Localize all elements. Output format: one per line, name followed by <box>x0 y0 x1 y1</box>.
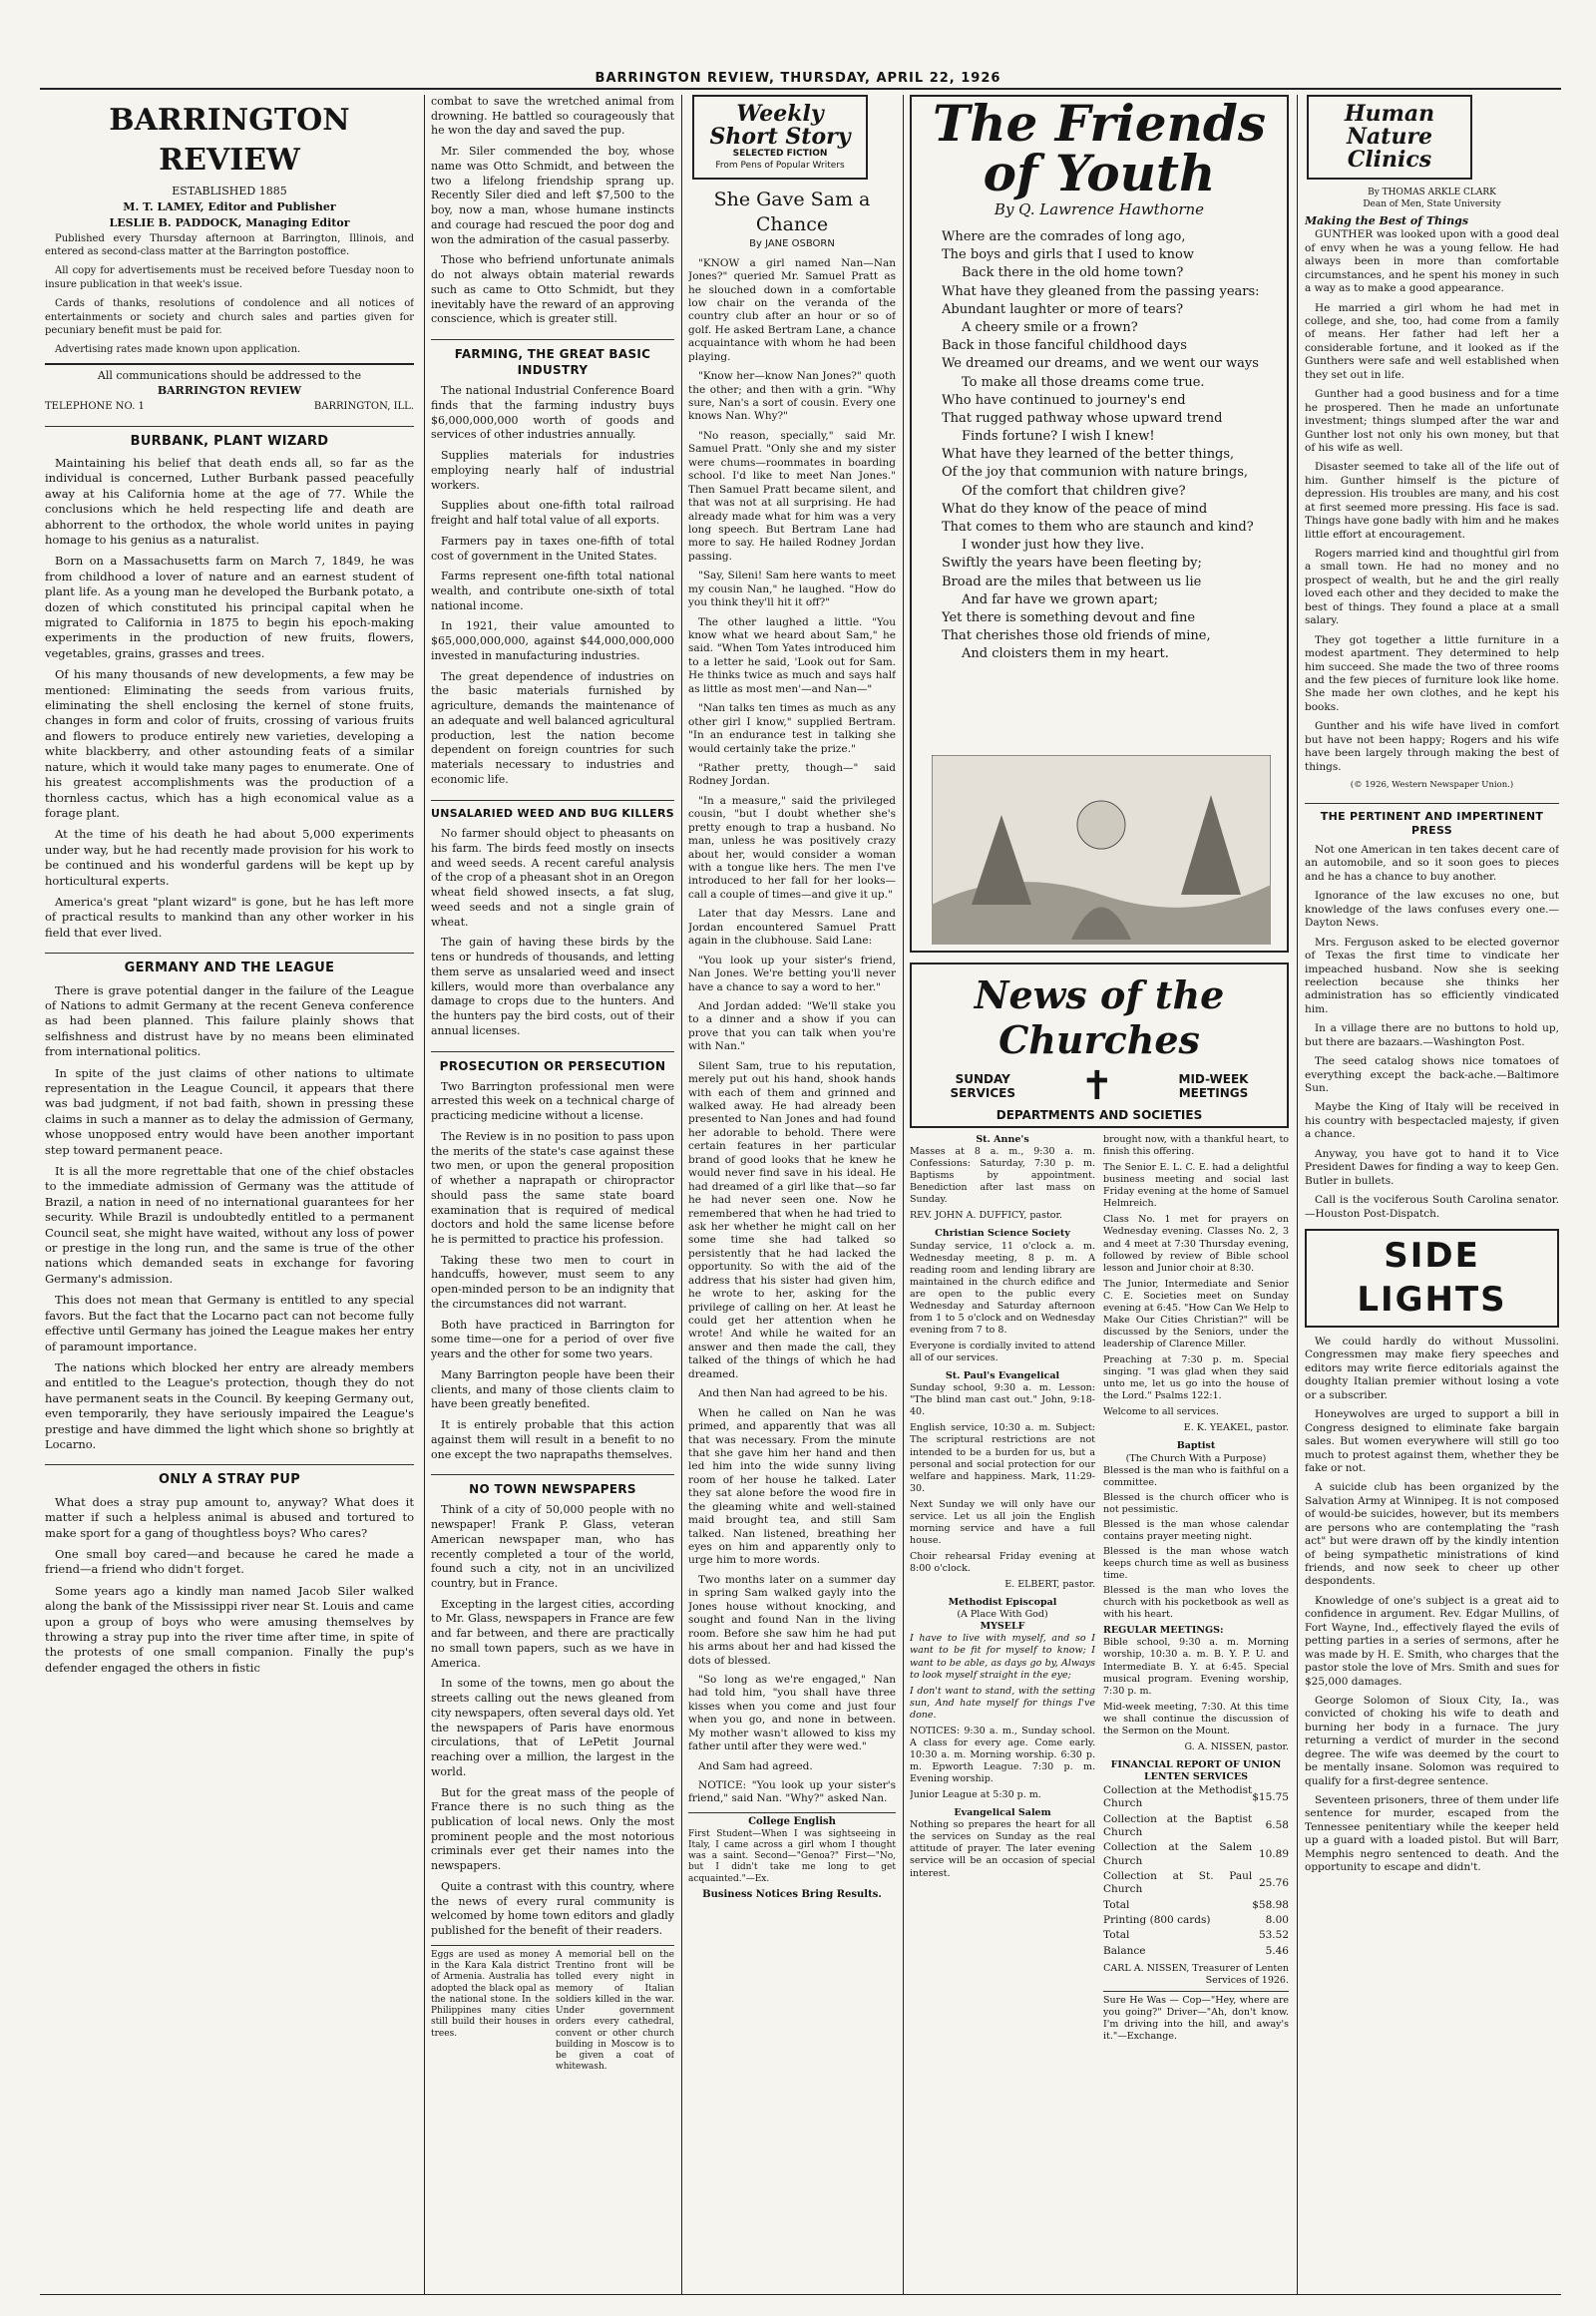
paragraph: A suicide club has been organized by the Salvation Army at Winnipeg. It is not composed of would-be suicides, however, but its members are persons who are contemplating the "rash act" but were drawn off by the kindly intention of being sympathetic ministrations of kind friends, and now seek to cheer up other despondents. <box>1305 1481 1559 1588</box>
fin-value: 5.46 <box>1265 1944 1289 1957</box>
church-name: Baptist <box>1176 1440 1216 1452</box>
paragraph: Farms represent one-fifth total national wealth, and contribute one-sixth of total national income. <box>431 570 674 612</box>
paragraph: Gunther and his wife have lived in comfort but have not been happy; Rogers and his wife have been largely through making the best of things. <box>1305 720 1559 773</box>
financial-report-title: FINANCIAL REPORT OF UNION LENTEN SERVICES <box>1110 1758 1282 1782</box>
paragraph: He married a girl whom he had met in college, and she, too, had come from a family of means. Her father had left her a considerable fortune, and it looked as if the Gunthers were safe and well established when they set out in life. <box>1305 301 1559 381</box>
table-row <box>1103 1944 1289 1959</box>
midweek-label: MID-WEEK <box>1178 1072 1249 1086</box>
paragraph: Excepting in the largest cities, according to Mr. Glass, newspapers in France are few and far between, and there are practically no small town papers, such as we have in America. <box>431 1597 674 1670</box>
paragraph: "No reason, specially," said Mr. Samuel Pratt. "Only she and my sister were chums—roommates in boarding school. I'd like to meet Nan Jones." Then Samuel Pratt became silent, and that was not at all surprising. He had already made what for him was a very long speech. But Bertram Lane had more to say. He hailed Rodney Jordan passing. <box>688 429 896 563</box>
paragraph: This does not mean that Germany is entitled to any special favors. But the fact that the Locarno pact can not become fully effective until Germany has joined the League makes her entry of paramount importance. <box>45 1293 414 1353</box>
poem-line: Back there in the old home town? <box>962 265 1184 281</box>
fin-value: 6.58 <box>1265 1819 1289 1832</box>
poem-line: The boys and girls that I used to know <box>942 247 1194 263</box>
church-text: Masses at 8 a. m., 9:30 a. m. Confessions: Saturday, 7:30 p. m. Baptisms by appointment. Benediction after last mass on Sunday. <box>910 1146 1095 1206</box>
churches-section <box>910 963 1289 2294</box>
church-text: Nothing so prepares the heart for all the services on Sunday as the real attitude of prayer. The later evening service will be an occasion of special interest. <box>910 1819 1095 1879</box>
poem-line: We dreamed our dreams, and we went our ways <box>942 356 1259 372</box>
short-story-box-sub2: From Pens of Popular Writers <box>715 160 845 171</box>
short-story-box-title: Weekly Short Story <box>709 101 851 151</box>
poem-line: And far have we grown apart; <box>962 591 1159 607</box>
pertinent-headline: THE PERTINENT AND IMPERTINENT PRESS <box>1305 803 1559 838</box>
paragraph: And then Nan had agreed to be his. <box>698 1387 888 1400</box>
church-text: Class No. 1 met for prayers on Wednesday evening. Classes No. 2, 3 and 4 meet at 7:30 Thursday evening, followed by review of Bible school lesson and Junior choir at 8:30. <box>1103 1214 1289 1274</box>
paragraph: Two Barrington professional men were arrested this week on a technical charge of practicing medicine without a license. <box>431 1079 674 1123</box>
paragraph: "Nan talks ten times as much as any other girl I know," supplied Bertram. "In an endurance test in talking she would certainly take the prize." <box>688 702 896 755</box>
paragraph: Taking these two men to court in handcuffs, however, must seem to any open-minded person to be an indignity that the circumstances did not warrant. <box>431 1253 674 1311</box>
paragraph: Of his many thousands of new developments, a few may be mentioned: Eliminating the seeds from various fruits, eliminating the shell enclosing the kernel of stone fruits, changes in form and color of fruits, crossing of various fruits and flowers to produce entirely new varieties, developing a white blackberry, and other astounding feats of a similar nature, which it would take many pages to enumerate. One of his greatest accomplishments was the production of a thornless cactus, which has a high economical value as a forage plant. <box>45 667 414 820</box>
weed-killers-article <box>431 827 674 1038</box>
human-nature-box <box>1307 95 1472 180</box>
side-lights-title: SIDE LIGHTS <box>1305 1229 1559 1328</box>
church-text: Mid-week meeting, 7:30. At this time we shall continue the discussion of the Sermon on the Mount. <box>1103 1701 1289 1737</box>
churches-title: News of the Churches <box>974 972 1225 1062</box>
services-label: SERVICES <box>950 1086 1015 1100</box>
paragraph: The other laughed a little. "You know what we heard about Sam," he said. "When Tom Yates introduced him to a letter he said, 'Look out for Sam. He thinks twice as much and says half as little as most men'—and Nan—" <box>688 615 896 695</box>
church-text: Blessed is the man who is faithful on a committee. <box>1103 1464 1289 1488</box>
fin-label: Total <box>1103 1929 1130 1942</box>
masthead-cards-note: Cards of thanks, resolutions of condolence and all notices of entertainments or society and church sales and parties given for pecuniary benefit must be paid for. <box>45 298 414 336</box>
church-text: Sunday service, 11 o'clock a. m. Wednesday meeting, 8 p. m. A reading room and lending library are maintained in the church edifice and are open to the public every Wednesday and Saturday afternoon from 1 to 5 o'clock and on Wednesday evening from 7 to 8. <box>910 1240 1095 1336</box>
masthead-copy-note: All copy for advertisements must be received before Tuesday noon to insure publication in that week's issue. <box>45 265 414 290</box>
paragraph: Knowledge of one's subject is a great aid to confidence in argument. Rev. Edgar Mullins, of Fort Wayne, Ind., effectively flayed the evils of petting parties in a series of sermons, after he was made by H. E. Smith, who charges that the pastor stole the love of Mrs. Smith and sues for $25,000 damages. <box>1305 1594 1559 1688</box>
paragraph: "Know her—know Nan Jones?" quoth the other; and then with a grin. "Why sure, Nan's a sort of cousin. Every one knows Nan. Why?" <box>688 370 896 423</box>
friends-of-youth-section <box>910 95 1289 953</box>
friends-of-youth-title: The Friends of Youth <box>932 95 1266 202</box>
paragraph: America's great "plant wizard" is gone, but he has left more of practical results to mankind than any other worker in his field that ever lived. <box>45 894 414 940</box>
paragraph: Those who befriend unfortunate animals do not always obtain material rewards such as came to Otto Schmidt, but they inevitably have the reward of an approving conscience, which is greater still. <box>431 253 674 326</box>
paragraph: Many Barrington people have been their clients, and many of those clients claim to have been greatly benefited. <box>431 1367 674 1411</box>
filler-left: Eggs are used as money in the Kara Kala district of Armenia. Australia has adopted the black opal as the national stone. In the Philippines many cities still build their houses in trees. <box>431 1949 550 2039</box>
poem-stanza <box>942 228 1267 337</box>
pertinent-article <box>1305 844 1559 1221</box>
paragraph: The nations which blocked her entry are already members and entitled to the League's protection, though they do not have permanent seats in the Council. By keeping Germany out, even temporarily, they have seriously impaired the League's prestige and have dimmed the light which shone so brightly at Locarno. <box>45 1359 414 1451</box>
human-nature-credit: (© 1926, Western Newspaper Union.) <box>1350 780 1514 791</box>
paragraph: Anyway, you have got to hand it to Vice President Dawes for finding a way to keep Gen. Butler in bullets. <box>1305 1147 1559 1187</box>
church-pastor: REV. JOHN A. DUFFICY, pastor. <box>910 1210 1063 1222</box>
paragraph: combat to save the wretched animal from drowning. He battled so courageously that he won the day and saved the pup. <box>431 95 674 138</box>
paragraph: NOTICE: "You look up your sister's friend," said Nan. "Why?" asked Nan. <box>688 1779 896 1805</box>
paragraph: The seed catalog shows nice tomatoes of everything except the back-ache.—Baltimore Sun. <box>1305 1055 1559 1095</box>
paragraph: Mrs. Ferguson asked to be elected governor of Texas the first time to vindicate her impeached husband. Now she is seeking reelection because she thinks her administration has so efficiently vindicated him. <box>1305 936 1559 1015</box>
churches-left-column <box>910 1134 1095 2047</box>
paragraph: We could hardly do without Mussolini. Congressmen may make fiery speeches and editors may write fierce editorials against the doughty Italian premier without losing a vote or a subscriber. <box>1305 1336 1559 1401</box>
poem-line: That rugged pathway whose upward trend <box>942 410 1223 426</box>
story-byline: By JANE OSBORN <box>749 237 835 249</box>
church-text: English service, 10:30 a. m. Subject: The scriptural restrictions are not intended to be a burden for us, but a personal and social protection for our welfare and happiness. Mark, 11:29-30. <box>910 1422 1095 1494</box>
fin-label: Collection at the Baptist Church <box>1103 1812 1253 1839</box>
column-editorial-2 <box>431 95 674 2294</box>
college-english-text: First Student—When I was sightseeing in Italy, I came across a girl whom I thought was a saint. Second—"Genoa?" First—"No, but I didn't take me long to get acquainted."—Ex. <box>688 1828 896 1884</box>
churches-columns <box>910 1134 1289 2047</box>
paragraph: GUNTHER was looked upon with a good deal of envy when he was a young fellow. He had always been in more than comfortable circumstances, and he spent his money in such a way as to make a good appearance. <box>1305 228 1559 295</box>
paragraph: Gunther had a good business and for a time he prospered. Then he made an unfortunate investment; things slumped after the war and Gunther lost not only his own money, but that of his wife as well. <box>1305 388 1559 454</box>
paragraph: At the time of his death he had about 5,000 experiments under way, but he had recently made provision for his work to be continued and his wonderful gardens will be kept up by horticultural experts. <box>45 827 414 888</box>
table-row <box>1103 1913 1289 1928</box>
column-editorial-1 <box>45 95 414 2294</box>
bottom-rule <box>40 2294 1561 2295</box>
paragraph: "Say, Sileni! Sam here wants to meet my cousin Nan," he laughed. "How do you think they'll hit it off?" <box>688 570 896 609</box>
farming-headline: FARMING, THE GREAT BASIC INDUSTRY <box>431 339 674 378</box>
human-nature-sub: Dean of Men, State University <box>1363 198 1501 209</box>
church-text: The Junior, Intermediate and Senior C. E. Societies meet on Sunday evening at 6:45. "How Can We Help to Make Our Cities Christian?" will be discussed by the Seniors, under the leadership of Clarence Miller. <box>1103 1278 1289 1350</box>
fin-label: Collection at St. Paul Church <box>1103 1870 1253 1896</box>
masthead-city: BARRINGTON, ILL. <box>313 401 414 413</box>
table-row <box>1103 1869 1289 1898</box>
poem-stanza <box>942 337 1267 446</box>
church-pastor: G. A. NISSEN, pastor. <box>1184 1740 1289 1752</box>
poem-line: What have they learned of the better things, <box>942 447 1235 463</box>
paragraph: Disaster seemed to take all of the life out of him. Gunther himself is the picture of depression. His troubles are many, and his cost at first seemed more pressing. His face is sad. Things have gone badly with him and he makes little effort at encouragement. <box>1305 461 1559 541</box>
church-text: Blessed is the church officer who is not pessimistic. <box>1103 1491 1289 1515</box>
story-body <box>688 257 896 1806</box>
prosecution-article <box>431 1080 674 1463</box>
fillers <box>431 1945 674 2074</box>
church-text: Choir rehearsal Friday evening at 8:00 o'clock. <box>910 1551 1095 1575</box>
filler-right: A memorial bell on the Trentino front will be tolled every night in memory of Italian soldiers killed in the war. Under government orders every cathedral, convent or other church building in Moscow is to be given a coat of whitewash. <box>556 1949 674 2073</box>
church-text: Blessed is the man who loves the church with his pocketbook as well as with his heart. <box>1103 1585 1289 1621</box>
paragraph: Mr. Siler commended the boy, whose name was Otto Schmidt, and between the two a lifelong friendship sprang up. Recently Siler died and left $7,500 to the boy, now a man, whose humane instincts and courage had rescued the poor dog and won the admiration of the casual passerby. <box>431 145 674 246</box>
column-rule-3 <box>903 95 904 2294</box>
fin-label: Collection at the Salem Church <box>1103 1841 1253 1867</box>
top-rule <box>40 88 1561 90</box>
paragraph: "In a measure," said the privileged cousin, "but I doubt whether she's pretty enough to trap a husband. No man, unless he was positively crazy about her, would consider a woman with a tongue like hers. The men I've introduced to her fall for her looks—call a couple of times—and give it up." <box>688 794 896 901</box>
fin-value: 8.00 <box>1265 1914 1289 1927</box>
side-lights-article <box>1305 1336 1559 1875</box>
church-text: The Senior E. L. C. E. had a delightful business meeting and social last Friday evening at the home of Samuel Helmreich. <box>1103 1162 1289 1210</box>
church-name: Evangelical Salem <box>954 1807 1051 1819</box>
poem-line: Yet there is something devout and fine <box>942 609 1196 625</box>
church-name: Christian Science Society <box>935 1228 1070 1240</box>
paragraph: "So long as we're engaged," Nan had told him, "you shall have three kisses when you come and just four when you go, and none in between. My mother wasn't allowed to kiss my father until after they were wed." <box>688 1673 896 1753</box>
column-rule-4 <box>1297 95 1298 2294</box>
fin-value: 25.76 <box>1258 1876 1289 1889</box>
newspapers-headline: NO TOWN NEWSPAPERS <box>431 1474 674 1497</box>
table-row <box>1103 1812 1289 1841</box>
page-dateline: BARRINGTON REVIEW, THURSDAY, APRIL 22, 1926 <box>595 71 1001 86</box>
poem-title: MYSELF <box>980 1621 1025 1633</box>
paragraph: They got together a little furniture in a modest apartment. They determined to help him succeed. She made the two of three rooms and the few pieces of furniture look like home. She made her own clothes, and he kept his books. <box>1305 633 1559 713</box>
paragraph: Not one American in ten takes decent care of an automobile, and so it soon goes to pieces and he has a chance to buy another. <box>1305 844 1559 883</box>
masthead-established: ESTABLISHED 1885 <box>172 185 287 198</box>
poem-line: Who have continued to journey's end <box>942 392 1186 408</box>
church-motto: (A Place With God) <box>957 1609 1048 1621</box>
poem-line: And cloisters them in my heart. <box>962 646 1169 662</box>
masthead-address-name: BARRINGTON REVIEW <box>157 384 302 398</box>
paragraph: And Sam had agreed. <box>698 1759 813 1772</box>
poem-line: I wonder just how they live. <box>962 538 1145 554</box>
paragraph: "You look up your sister's friend, Nan Jones. We're betting you'll never have a chance to say a word to her." <box>688 954 896 993</box>
paragraph: And Jordan added: "We'll stake you to a dinner and a show if you can prove that you can talk when you're with Nan." <box>688 999 896 1053</box>
paragraph: What does a stray pup amount to, anyway? What does it matter if such a helpless animal is abused and tortured to make sport for a gang of thoughtless boys? Who cares? <box>45 1494 414 1540</box>
church-name: Methodist Episcopal <box>948 1597 1057 1609</box>
filler-joke: Sure He Was — Cop—"Hey, where are you going?" Driver—"Ah, don't know. I'm driving into the hill, and away's it."—Exchange. <box>1103 1991 1289 2043</box>
church-motto: (The Church With a Purpose) <box>1125 1452 1267 1464</box>
newspapers-article <box>431 1503 674 1939</box>
column-right <box>1305 95 1559 2294</box>
poem-line: That comes to them who are staunch and kind? <box>942 520 1254 535</box>
paragraph: Born on a Massachusetts farm on March 7, 1849, he was from childhood a lover of nature and an earnest student of plant life. As a young man he developed the Burbank potato, a dozen of which constituted his principal capital when he migrated to California in 1875 to begin his epoch-making experiments in the production of new fruits, flowers, vegetables, grains, grasses and trees. <box>45 554 414 660</box>
poem-line: Finds fortune? I wish I knew! <box>962 429 1155 445</box>
paragraph: Supplies materials for industries employing nearly half of industrial workers. <box>431 449 674 492</box>
church-text: I don't want to stand, with the setting sun, And hate myself for things I've done. <box>910 1685 1095 1721</box>
masthead-title: BARRINGTON REVIEW <box>109 103 350 179</box>
short-story-box-sub1: SELECTED FICTION <box>732 149 828 160</box>
poem-line: Of the joy that communion with nature brings, <box>942 465 1249 481</box>
paragraph: It is all the more regrettable that one of the chief obstacles to the immediate admission of Germany was the attitude of Brazil, a nation in need of no international guarantees for her security. While Brazil is undoubtedly entitled to a permanent Council seat, she might have waited, without any loss of power or prestige in the long run, and the same is true of the other nations which demanded seats in exchange for favoring Germany's admission. <box>45 1164 414 1286</box>
fin-label: Balance <box>1103 1944 1146 1957</box>
church-text: NOTICES: 9:30 a. m., Sunday school. A class for every age. Come early. 10:30 a. m. Morning worship. 6:30 p. m. Epworth League. 7:30 p. m. Evening worship. <box>910 1725 1095 1785</box>
farming-article <box>431 384 674 787</box>
church-name: St. Paul's Evangelical <box>945 1370 1060 1382</box>
table-row <box>1103 1783 1289 1812</box>
paragraph: In a village there are no buttons to hold up, but there are bazaars.—Washington Post. <box>1305 1022 1559 1048</box>
paragraph: Think of a city of 50,000 people with no newspaper! Frank P. Glass, veteran American newspaper man, who has recently completed a tour of the world, found such a city, not in an uncivilized country, but in France. <box>431 1503 674 1590</box>
paragraph: Silent Sam, true to his reputation, merely put out his hand, shook hands with each of them and grinned and walked away. He had already been presented to Nan Jones and had found her adorable to behold. There were certain features in her particular brand of good looks that he knew he would never find save in his ideal. He had dreamed of a girl like that—so far he had never seen one. Now he remembered that when he had tried to ask her whether he might call on her some time she had talked so persistently that he had lacked the opportunity. So with the aid of the address that his sister had given him, he wrote to her, asking for the privilege of calling on her. At least he could get her attention when he wrote! And while he waited for an answer and then made the call, they talked of the things of which he had dreamed. <box>688 1059 896 1380</box>
stray-pup-article <box>45 1495 414 1676</box>
poem-line: What do they know of the peace of mind <box>942 501 1208 517</box>
fin-value: $15.75 <box>1252 1790 1289 1803</box>
church-text: brought now, with a thankful heart, to finish this offering. <box>1103 1134 1289 1158</box>
meetings-label: MEETINGS <box>1178 1086 1249 1100</box>
poem <box>912 222 1287 670</box>
fin-value: $58.98 <box>1252 1898 1289 1911</box>
church-pastor: E. ELBERT, pastor. <box>1004 1579 1095 1591</box>
short-story-box <box>692 95 868 180</box>
masthead-editor: M. T. LAMEY, Editor and Publisher <box>123 200 336 214</box>
burbank-headline: BURBANK, PLANT WIZARD <box>45 426 414 450</box>
poem-line: Of the comfort that children give? <box>962 483 1186 499</box>
church-name: St. Anne's <box>976 1134 1029 1145</box>
paragraph: "Rather pretty, though—" said Rodney Jordan. <box>688 761 896 788</box>
sunday-label: SUNDAY <box>955 1072 1010 1086</box>
fin-value: 53.52 <box>1258 1929 1289 1942</box>
paragraph: George Solomon of Sioux City, Ia., was convicted of choking his wife to death and burning her body in a furnace. The jury returning a verdict of murder in the second degree. The wife was deemed by the court to be mentally insane. Solomon was required to qualify for a first-degree sentence. <box>1305 1694 1559 1787</box>
paragraph: Seventeen prisoners, three of them under life sentence for murder, escaped from the Tennessee penitentiary while the keeper held up a guard with a loaded pistol. But will Barr, Memphis negro sentenced to death. And the opportunity to escape and didn't. <box>1305 1794 1559 1874</box>
church-text: Bible school, 9:30 a. m. Morning worship, 10:30 a. m. B. Y. P. U. and Intermediate B. Y. at 6:45. Special musical program. Evening worship, 7:30 p. m. <box>1103 1637 1289 1697</box>
human-nature-byline: By THOMAS ARKLE CLARK <box>1368 188 1496 198</box>
paragraph: The great dependence of industries on the basic materials furnished by agriculture, demands the maintenance of an adequate and well balanced agricultural production, lest the nation become dependent on foreign countries for such materials necessary to industries and economic life. <box>431 669 674 786</box>
column-rule-1 <box>424 95 425 2294</box>
masthead-telephone: TELEPHONE NO. 1 <box>45 401 145 413</box>
poem-line: Broad are the miles that between us lie <box>942 574 1202 589</box>
church-text: Sunday school, 9:30 a. m. Lesson: "The blind man cast out." John, 9:18-40. <box>910 1382 1095 1418</box>
stray-pup-continued <box>431 95 674 327</box>
church-text: Junior League at 5:30 p. m. <box>910 1789 1041 1801</box>
column-rule-2 <box>681 95 682 2294</box>
paragraph: In 1921, their value amounted to $65,000,000,000, against $44,000,000,000 invested in manufacturing industries. <box>431 619 674 662</box>
table-row <box>1103 1898 1289 1913</box>
paragraph: In some of the towns, men go about the streets calling out the news gleaned from city newspapers, often several days old. Yet the newspapers of Paris have enormous circulations, that of LePetit Journal reaching over a million, the largest in the world. <box>431 1677 674 1778</box>
poem-line: Abundant laughter or more of tears? <box>942 301 1184 317</box>
story-title: She Gave Sam a Chance <box>713 189 871 235</box>
church-text: I have to live with myself, and so I want to be fit for myself to know; I want to be able, as days go by, Always to look myself straight in the eye; <box>910 1633 1095 1681</box>
germany-headline: GERMANY AND THE LEAGUE <box>45 953 414 976</box>
paragraph: The Review is in no position to pass upon the merits of the state's case against these two men, or upon the general proposition of whether a naprapath or chiropractor should pass the same state board examination that is required of medical doctors and hold the same license before he is permitted to practice his profession. <box>431 1129 674 1246</box>
paragraph: When he called on Nan he was primed, and apparently that was all that was necessary. From the minute that she gave him her hand and then led him into the wide sunny living room of her house he talked. Later they sat alone before the wood fire in the gleaming white and well-stained maid brought tea, and still Sam talked. Nan listened, breathing her eyes on him and apparently only to urge him to more words. <box>688 1406 896 1567</box>
paragraph: Maybe the King of Italy will be received in his country with bespectacled majesty, if given a chance. <box>1305 1101 1559 1141</box>
church-text: Blessed is the man whose watch keeps church time as well as business time. <box>1103 1545 1289 1582</box>
church-subhead: REGULAR MEETINGS: <box>1103 1625 1224 1637</box>
stray-pup-headline: ONLY A STRAY PUP <box>45 1464 414 1488</box>
poem-stanza <box>942 555 1267 663</box>
table-row <box>1103 1928 1289 1943</box>
paragraph: No farmer should object to pheasants on his farm. The birds feed mostly on insects and weed seeds. A recent careful analysis of the crop of a pheasant shot in an Oregon wheat field showed insects, a fat slug, weed seeds and not a single grain of wheat. <box>431 827 674 929</box>
paragraph: Call is the vociferous South Carolina senator.—Houston Post-Dispatch. <box>1305 1194 1559 1220</box>
fin-label: Collection at the Methodist Church <box>1103 1784 1253 1810</box>
paragraph: The gain of having these birds by the tens or hundreds of thousands, and letting them serve as unsalaried weed and insect killers, would more than overbalance any damage to crops due to the hunters. And the hunters pay the bird costs, out of their annual licenses. <box>431 936 674 1037</box>
table-row <box>1103 1840 1289 1869</box>
poem-line: To make all those dreams come true. <box>962 374 1205 390</box>
paragraph: In spite of the just claims of other nations to ultimate representation in the League Council, it appears that there was bad judgment, if not bad faith, shown in pressing these claims in such a manner as to delay the admission of Germany, whose unopposed entry would have been another important step toward permanent peace. <box>45 1065 414 1157</box>
paragraph: Two months later on a summer day in spring Sam walked gayly into the Jones house without knocking, and sought and found Nan in the living room. Before she saw him he had put his arms about her and had kissed the dots of blessed. <box>688 1573 896 1667</box>
poem-line: What have they gleaned from the passing years: <box>942 283 1260 299</box>
paragraph: One small boy cared—and because he cared he made a friend—a friend who didn't forget. <box>45 1546 414 1577</box>
church-text: Next Sunday we will only have our service. Let us all join the English morning service and have a full house. <box>910 1498 1095 1546</box>
church-text: Preaching at 7:30 p. m. Special singing. "I was glad when they said unto me, let us go into the house of the Lord." Psalms 122:1. <box>1103 1354 1289 1402</box>
churches-subheads <box>918 1063 1281 1109</box>
poem-line: Where are the comrades of long ago, <box>942 229 1186 244</box>
paragraph: It is entirely probable that this action against them will result in a benefit to no one except the two naprapaths themselves. <box>431 1418 674 1461</box>
poem-line: Swiftly the years have been fleeting by; <box>942 556 1202 572</box>
churches-header-box <box>910 963 1289 1128</box>
burbank-article <box>45 456 414 941</box>
fin-signature: CARL A. NISSEN, Treasurer of Lenten Services of 1926. <box>1103 1963 1289 1987</box>
paragraph: Ignorance of the law excuses no one, but knowledge of the laws confuses every one.—Dayton News. <box>1305 890 1559 930</box>
paragraph: Honeywolves are urged to support a bill in Congress designed to eliminate fake bargain sales. But women everywhere will still go too much to protest against them, whether they be fake or not. <box>1305 1408 1559 1474</box>
fin-label: Total <box>1103 1898 1130 1911</box>
paragraph: Farmers pay in taxes one-fifth of total cost of government in the United States. <box>431 534 674 563</box>
paragraph: Quite a contrast with this country, where the news of every rural community is welcomed by home town editors and gladly published for the benefit of their readers. <box>431 1879 674 1938</box>
human-nature-headline: Making the Best of Things <box>1305 214 1469 228</box>
weed-killers-headline: UNSALARIED WEED AND BUG KILLERS <box>431 800 674 822</box>
paragraph: Supplies about one-fifth total railroad freight and half total value of all exports. <box>431 499 674 528</box>
paragraph: Both have practiced in Barrington for some time—one for a period of over five years and the other for some two years. <box>431 1318 674 1361</box>
paragraph: The national Industrial Conference Board finds that the farming industry buys $6,000,000,000 worth of goods and services of other industries annually. <box>431 384 674 442</box>
poem-stanza <box>942 446 1267 555</box>
church-pastor: E. K. YEAKEL, pastor. <box>1183 1422 1289 1434</box>
church-text: Everyone is cordially invited to attend all of our services. <box>910 1341 1095 1364</box>
paragraph: But for the great mass of the people of France there is no such thing as the publication of local news. Only the most prominent people and the most notorious criminals ever get their names into the newspapers. <box>431 1785 674 1873</box>
college-english-headline: College English <box>688 1812 896 1829</box>
paragraph: Later that day Messrs. Lane and Jordan encountered Samuel Pratt again in the clubhouse. Said Lane: <box>688 908 896 948</box>
departments-label: DEPARTMENTS AND SOCIETIES <box>996 1108 1203 1122</box>
poem-line: A cheery smile or a frown? <box>962 319 1138 335</box>
churches-right-column <box>1103 1134 1289 2047</box>
masthead-managing-editor: LESLIE B. PADDOCK, Managing Editor <box>109 215 350 229</box>
church-text: Welcome to all services. <box>1103 1406 1219 1418</box>
friends-of-youth-byline: By Q. Lawrence Hawthorne <box>994 200 1205 218</box>
business-notices: Business Notices Bring Results. <box>702 1888 882 1900</box>
friends-illustration <box>932 755 1271 945</box>
church-text: Blessed is the man whose calendar contains prayer meeting night. <box>1103 1518 1289 1542</box>
fin-value: 10.89 <box>1258 1848 1289 1861</box>
paragraph: Maintaining his belief that death ends all, so far as the individual is concerned, Luther Burbank passed peacefully away at his California home at the age of 77. While the conclusions which he held respecting life and death are abhorrent to the orthodox, the whole world unites in paying homage to his genius as a naturalist. <box>45 455 414 547</box>
cross-icon: ✝ <box>1079 1063 1114 1109</box>
paragraph: Some years ago a kindly man named Jacob Siler walked along the bank of the Mississippi river near St. Louis and came upon a group of boys who were amusing themselves by throwing a stray pup into the river time after time, in spite of the protests of one small companion. Finally the pup's defender engaged the others in fistic <box>45 1583 414 1675</box>
masthead-address-note: All communications should be addressed to the <box>97 368 362 382</box>
human-nature-article <box>1305 228 1559 774</box>
masthead <box>45 101 414 414</box>
poem-line: That cherishes those old friends of mine, <box>942 628 1211 644</box>
paragraph: There is grave potential danger in the failure of the League of Nations to admit Germany at the recent Geneva conference as had been planned. This failure plainly shows that selfishness and distrust have by no means been eliminated from international politics. <box>45 982 414 1059</box>
prosecution-headline: PROSECUTION OR PERSECUTION <box>431 1051 674 1074</box>
paragraph: "KNOW a girl named Nan—Nan Jones?" queried Mr. Samuel Pratt as he slouched down in a comfortable low chair on the veranda of the country club after an hour or so of golf. He asked Bertram Lane, a chance acquaintance with whom he had been playing. <box>688 256 896 363</box>
paragraph: Rogers married kind and thoughtful girl from a small town. He had no money and no prospect of wealth, but he and the girl really loved each other and they decided to make the best of things. They found a place at a small salary. <box>1305 548 1559 627</box>
financial-report-table <box>1103 1783 1289 1959</box>
masthead-rates-note: Advertising rates made known upon application. <box>55 344 301 356</box>
fin-label: Printing (800 cards) <box>1103 1914 1211 1927</box>
masthead-published-note: Published every Thursday afternoon at Barrington, Illinois, and entered as second-class matter at the Barrington postoffice. <box>45 232 414 257</box>
column-short-story <box>688 95 896 2294</box>
poem-line: Back in those fanciful childhood days <box>942 338 1187 354</box>
germany-article <box>45 983 414 1453</box>
human-nature-title: Human Nature Clinics <box>1344 101 1435 174</box>
